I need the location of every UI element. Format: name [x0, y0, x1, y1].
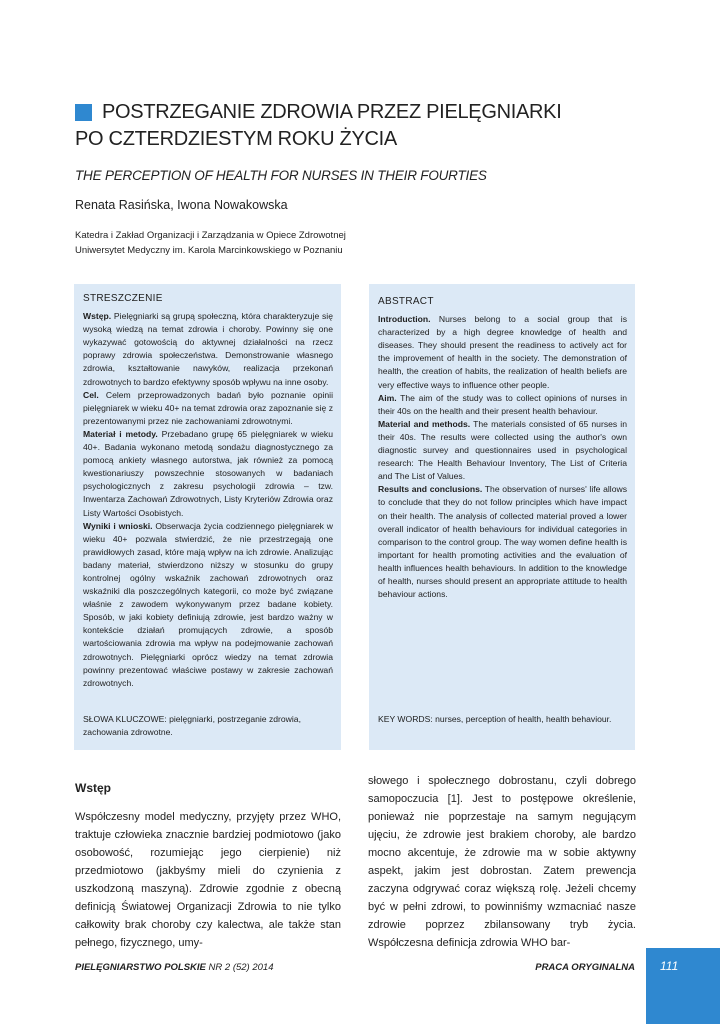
aim-label: Aim. — [378, 392, 397, 403]
wstep-label: Wstęp. — [83, 311, 112, 322]
results-label: Results and conclusions. — [378, 484, 483, 495]
abstract-box — [369, 284, 635, 750]
results-text: The observation of nurses' life allows to conclude that they do not follow principles which have impact on their health. The analysis of collected material proved a lower overall indicator of health behaviours for individual categories in comparison to the control group. The way women define health is important for health promoting activities and the evaluation of health influences health behaviours. In addition to the knowledge of health, nurses should present an appropriate attitude to health behaviour actions. — [378, 484, 627, 600]
body-column-2 — [368, 772, 636, 952]
page-number: 111 — [660, 959, 679, 973]
intro-label: Introduction. — [378, 314, 431, 325]
methods-label: Material and methods. — [378, 418, 471, 429]
title-line-2: PO CZTERDZIESTYM ROKU ŻYCIA — [75, 128, 397, 150]
metody-label: Materiał i metody. — [83, 428, 158, 439]
journal-name: PIELĘGNIARSTWO POLSKIE — [75, 962, 206, 973]
abstract-paragraph — [378, 313, 627, 601]
streszczenie-heading: STRESZCZENIE — [83, 293, 163, 304]
affiliation-line-2: Uniwersytet Medyczny im. Karola Marcinkowskiego w Poznaniu — [75, 245, 343, 256]
wyniki-label: Wyniki i wnioski. — [83, 520, 153, 531]
methods-text: The materials consisted of 65 nurses in their 40s. The results were collected using the author's own diagnostic survey and questionnaires used in psychological research: The Health Behaviour Inventory, The List of Criteria and The List of Values. — [378, 418, 627, 482]
cel-text: Celem przeprowadzonych badań było poznanie opinii pielęgniarek w wieku 40+ na temat zdrowia oraz zapoznanie się z prezentowanymi przez nie zachowaniami zdrowotnymi. — [83, 389, 333, 426]
journal-issue: NR 2 (52) 2014 — [205, 962, 274, 973]
body-text-2: słowego i społecznego dobrostanu, czyli dobrego samopoczucia [1]. Jest to postępowe określenie, ponieważ nie poprzestaje na samym negującym ujęciu, że zdrowie jest brakiem choroby, ale bardzo mocno akcentuje, że zdrowie ma w sobie aktywny aspekt, jakim jest dobrostan. Zatem prewencja zaczyna odgrywać coraz większą rolę. Jeżeli chcemy być w pełni zdrowi, to powinniśmy wzmacniać nasze zdrowie poprzez zbilansowany tryb życia. Współczesna definicja zdrowia WHO bar- — [368, 775, 636, 949]
abstract-heading: ABSTRACT — [378, 296, 434, 307]
article-type: PRACA ORYGINALNA — [535, 962, 635, 973]
aim-text: The aim of the study was to collect opinions of nurses in their 40s on the health and their present health behaviour. — [378, 392, 627, 416]
article-title — [75, 99, 675, 153]
journal-info — [75, 962, 274, 973]
abstract-keywords: KEY WORDS: nurses, perception of health, health behaviour. — [378, 714, 612, 724]
streszczenie-box — [74, 284, 341, 750]
body-text-1: Współczesny model medyczny, przyjęty przez WHO, traktuje człowieka znacznie bardziej podmiotowo (jako osobowość, rozumiejąc jego cierpienie) niż przedmiotowo (jakbyśmy mieli do czynienia z uszkodzoną maszyną). Zdrowie zgodnie z obecną definicją Światowej Organizacji Zdrowia to nie tylko całkowity brak choroby czy kalectwa, ale także stan pełnego, fizycznego, umy- — [75, 811, 341, 949]
streszczenie-paragraph — [83, 310, 333, 690]
metody-text: Przebadano grupę 65 pielęgniarek w wieku 40+. Badania wykonano metodą sondażu diagnostycznego za pomocą ankiety własnego autorstwa, jak również za pomocą kwestionariuszy powszechnie stosowanych w badaniach psychologicznych z zakresu psychologii zdrowia – tzw. Inwentarza Zachowań Zdrowotnych, Listy Kryteriów Zdrowia oraz Listy Wartości Osobistych. — [83, 428, 333, 518]
affiliation-line-1: Katedra i Zakład Organizacji i Zarządzania w Opiece Zdrowotnej — [75, 230, 346, 241]
cel-label: Cel. — [83, 389, 99, 400]
affiliation — [75, 228, 346, 258]
wstep-text: Pielęgniarki są grupą społeczną, która charakteryzuje się wysoką wiedzą na temat zdrowia i choroby. Powinny się one wykazywać gotowością do aktywnej działalności na rzecz poprawy zdrowia społeczeństwa. Demonstrowanie własnego zdrowia, kształtowanie nawyków, realizacja przekonań zdrowotnych to bardzo efektywny sposób wpływu na inne osoby. — [83, 311, 333, 387]
streszczenie-keywords: SŁOWA KLUCZOWE: pielęgniarki, postrzeganie zdrowia, zachowania zdrowotne. — [83, 714, 301, 738]
title-line-1: POSTRZEGANIE ZDROWIA PRZEZ PIELĘGNIARKI — [102, 101, 562, 123]
page-number-box — [646, 948, 720, 1024]
article-subtitle: THE PERCEPTION OF HEALTH FOR NURSES IN THEIR FOURTIES — [75, 168, 487, 183]
authors: Renata Rasińska, Iwona Nowakowska — [75, 198, 288, 212]
section-heading-wstep: Wstęp — [75, 781, 111, 795]
wyniki-text: Obserwacja życia codziennego pielęgniarek w wieku 40+ pozwala stwierdzić, że nie przestrzegają one prawidłowych zasad, które mają wpływ na ich zdrowie. Analizując badany materiał, stwierdzono niższy w stosunku do grupy kontrolnej ogólny wskaźnik zachowań zdrowotnych oraz wskaźniki dla poszczególnych kategorii, co może być związane właśnie z zawodem wykonywanym przez badane kobiety. Sposób, w jaki kobiety definiują zdrowie, jest bardzo ważny w kontekście działań promujących zdrowie, a sposób wartościowania zdrowia ma wpływ na podejmowanie zachowań zdrowotnych. Pielęgniarki oprócz wiedzy na temat zdrowia powinny prezentować właściwe postawy w zakresie zachowań zdrowotnych. — [83, 520, 333, 688]
intro-text: Nurses belong to a social group that is characterized by a high degree knowledge of health and diseases. They should present the readiness to actively act for the improvement of health in the society. The demonstration of health, the creation of habits, the realization of health beliefs are very effective ways to influence other people. — [378, 314, 627, 390]
body-column-1 — [75, 808, 341, 952]
